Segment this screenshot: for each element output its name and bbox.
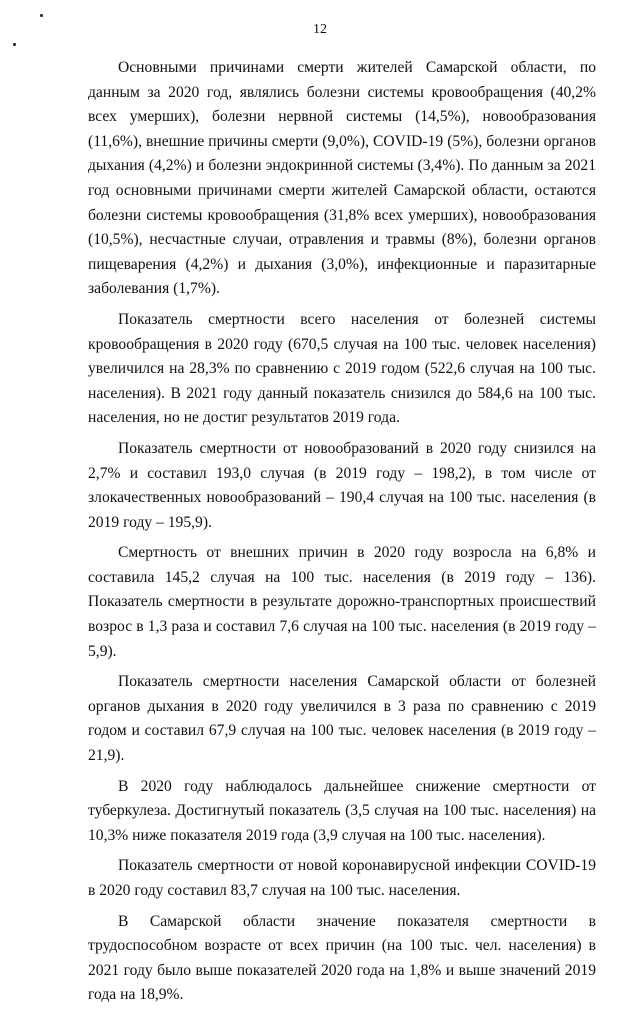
paragraph-tuberculosis: В 2020 году наблюдалось дальнейшее снижение смертности от туберкулеза. Достигнутый показатель (3,5 случая на 100 тыс. населения) на 10,3% ниже показателя 2019 года (3,9 случая на 100 тыс. населения).	[88, 777, 596, 844]
paragraph-covid19: Показатель смертности от новой коронавирусной инфекции COVID-19 в 2020 году составил 83,7 случая на 100 тыс. населения.	[88, 857, 596, 899]
paragraph-causes-of-death: Основными причинами смерти жителей Самарской области, по данным за 2020 год, являлись болезни системы кровообращения (40,2% всех умерших), болезни нервной системы (14,5%), новообразования (11,6%), внешние причины смерти (9,0%), COVID-19 (5%), болезни органов дыхания (4,2%) и болезни эндокринной системы (3,4%). По данным за 2021 год основными причинами смерти жителей Самарской области, остаются болезни системы кровообращения (31,8% всех умерших), новообразования (10,5%), несчастные случаи, отравления и травмы (8%), болезни органов пищеварения (4,2%) и дыхания (3,0%), инфекционные и паразитарные заболевания (1,7%).	[88, 59, 596, 298]
scan-mark-top	[40, 14, 43, 17]
page-number: 12	[313, 22, 327, 37]
paragraph-neoplasm-mortality: Показатель смертности от новообразований в 2020 году снизился на 2,7% и составил 193,0 случая (в 2019 году – 198,2), в том числе от злокачественных новообразований – 190,4 случая на 100 тыс. населения (в 2019 году – 195,9).	[88, 439, 596, 531]
document-body	[88, 56, 596, 1014]
paragraph-external-causes: Смертность от внешних причин в 2020 году возросла на 6,8% и составила 145,2 случая на 100 тыс. населения (в 2019 году – 136). Показатель смертности в результате дорожно-транспортных происшествий возрос в 1,3 раза и составил 7,6 случая на 100 тыс. населения (в 2019 году – 5,9).	[88, 544, 596, 660]
scan-mark-left	[13, 43, 16, 46]
paragraph-respiratory-mortality: Показатель смертности населения Самарской области от болезней органов дыхания в 2020 году увеличился в 3 раза по сравнению с 2019 годом и составил 67,9 случая на 100 тыс. человек населения (в 2019 году –21,9).	[88, 673, 596, 765]
paragraph-circulatory-mortality: Показатель смертности всего населения от болезней системы кровообращения в 2020 году (670,5 случая на 100 тыс. человек населения) увеличился на 28,3% по сравнению с 2019 годом (522,6 случая на 100 тыс. населения). В 2021 году данный показатель снизился до 584,6 на 100 тыс. населения, но не достиг результатов 2019 года.	[88, 310, 596, 427]
paragraph-working-age-mortality: В Самарской области значение показателя смертности в трудоспособном возрасте от всех причин (на 100 тыс. чел. населения) в 2021 году было выше показателей 2020 года на 1,8% и выше значений 2019 года на 18,9%.	[88, 912, 596, 1004]
